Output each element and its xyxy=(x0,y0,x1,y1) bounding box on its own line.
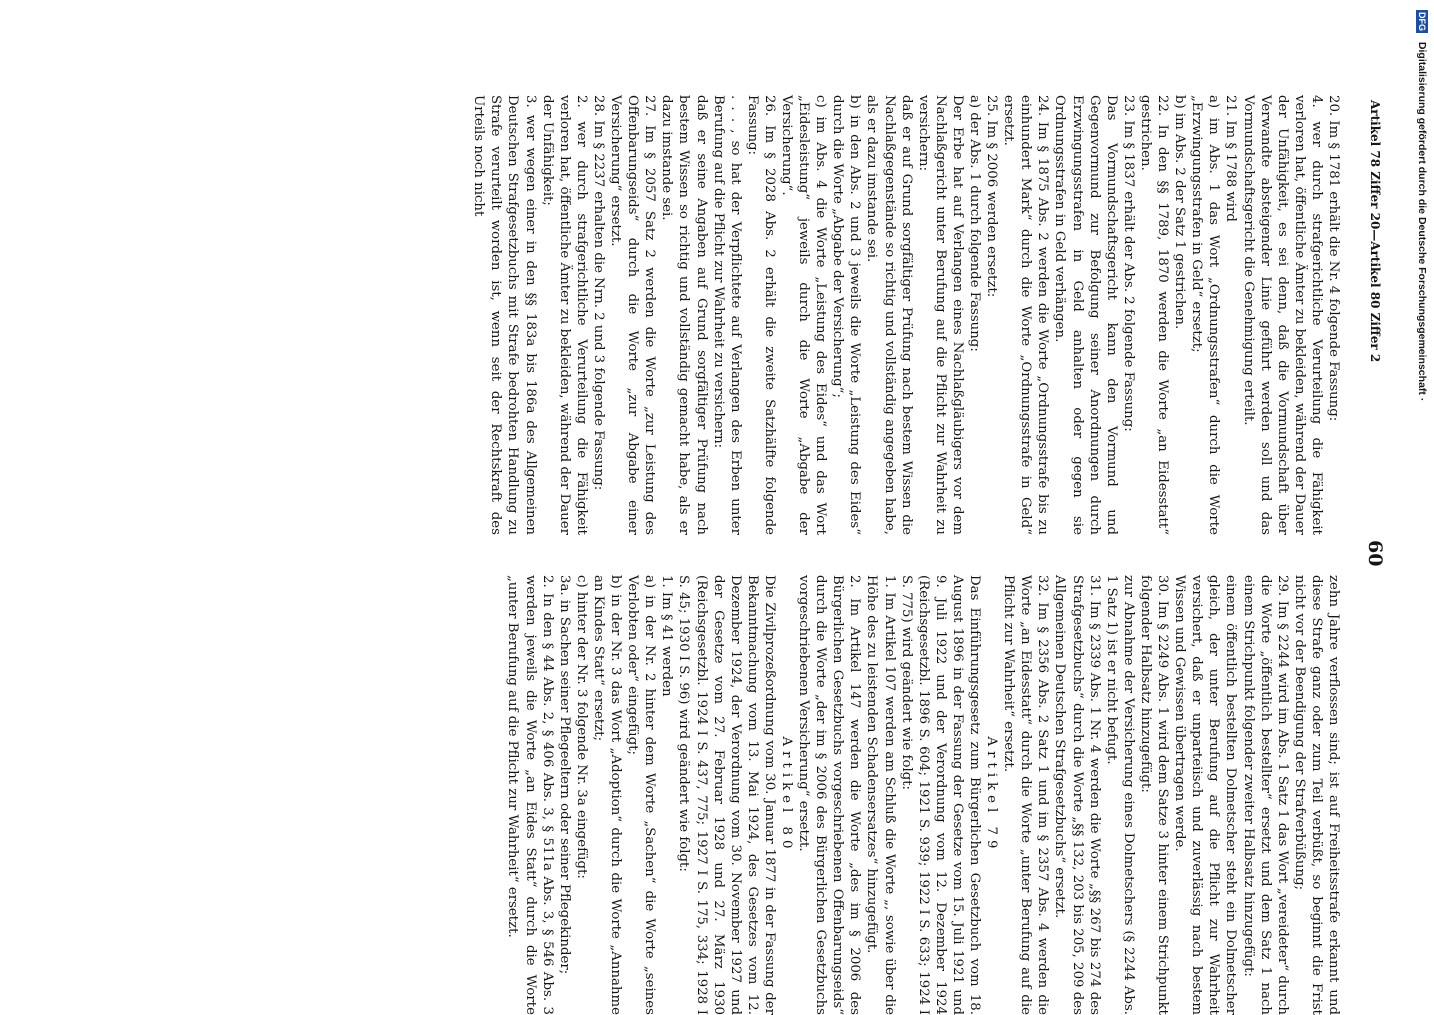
paragraph: 2. In den § 44 Abs. 2, § 406 Abs. 3, § 511a Abs. 3, § 546 Abs. 3 werden jeweils die Worte „an Eides Statt“ durch die Worte „unter Berufung auf die Pflicht zur Wahrheit“ ersetzt. xyxy=(505,575,555,1015)
paragraph: 27. Im § 2057 Satz 2 werden die Worte „zur Leistung des Offenbarungseids“ durch die Worte „zur Abgabe einer Versicherung“ ersetzt. xyxy=(608,95,658,535)
paragraph: b) in der Nr. 3 das Wort „Adoption“ durch die Worte „Annahme an Kindes Statt“ ersetzt; xyxy=(590,575,624,1015)
paragraph: 32. Im § 2356 Abs. 2 Satz 1 und im § 2357 Abs. 4 werden die Worte „an Eidesstatt“ durch die Worte „unter Berufung auf die Pflicht zur Wahrheit“ ersetzt. xyxy=(1001,575,1051,1015)
left-column xyxy=(470,95,1342,535)
running-head-left: Artikel 78 Ziffer 20—Artikel 80 Ziffer 2 xyxy=(1368,100,1382,363)
dfg-logo: DFG xyxy=(1417,12,1427,31)
paragraph: a) in der Nr. 2 hinter dem Worte „Sachen“ die Worte „seines Verlobten oder“ eingefügt; xyxy=(625,575,658,1015)
paragraph: . . . , so hat der Verpflichtete auf Verlangen des Erben unter Berufung auf die Pflicht zur Wahrheit zu versichern: xyxy=(710,95,743,535)
paragraph: 1. Im § 41 werden xyxy=(659,575,675,697)
paragraph: 3a. in Sachen seiner Pflegeeltern oder seiner Pflegekinder; xyxy=(556,575,572,975)
paragraph: 28. Im § 2237 erhalten die Nrn. 2 und 3 folgende Fassung: xyxy=(590,95,606,491)
paragraph: daß er auf Grund sorgfältiger Prüfung nach bestem Wissen die Nachlaßgegenstände so richtig und vollständig angegeben habe, als er dazu imstande sei. xyxy=(864,95,914,535)
article-heading: Artikel 80 xyxy=(779,736,794,854)
paragraph: Das Einführungsgesetz zum Bürgerlichen Gesetzbuch vom 18. August 1896 in der Fassung der Gesetze vom 15. Juli 1921 und 9. Juli 1922 und der Verordnung vom 12. Dezember 1924 (Reichsgesetzbl. 1896 S. 604; 1921 S. 939; 1922 I S. 633; 1924 I S. 775) wird geändert wie folgt: xyxy=(898,575,983,1015)
paragraph: b) im Abs. 2 der Satz 1 gestrichen. xyxy=(1172,95,1188,330)
paragraph: zehn Jahre verflossen sind; ist auf Freiheitsstrafe erkannt und diese Strafe ganz oder zum Teil verbüßt, so beginnt die Frist nicht vor der Beendigung der Strafverbüßung; xyxy=(1291,575,1341,1015)
paragraph: 25. Im § 2006 werden ersetzt: xyxy=(984,95,1000,298)
article-heading: Artikel 79 xyxy=(984,736,1000,854)
paragraph: daß er seine Angaben auf Grund sorgfältiger Prüfung nach bestem Wissen so richtig und vollständig gemacht habe, als er dazu imstande sei. xyxy=(659,95,709,535)
paragraph: 26. Im § 2028 Abs. 2 erhält die zweite Satzhälfte folgende Fassung: xyxy=(744,95,777,535)
paragraph: 30. Im § 2249 Abs. 1 wird dem Satze 3 hinter einem Strichpunkt folgender Halbsatz hinzugefügt: xyxy=(1137,575,1171,1015)
paragraph: 22. In den §§ 1789, 1870 werden die Worte „an Eidesstatt“ gestrichen. xyxy=(1137,95,1171,535)
paragraph: 23. Im § 1837 erhält der Abs. 2 folgende Fassung: xyxy=(1120,95,1136,432)
paragraph: 24. Im § 1875 Abs. 2 werden die Worte „Ordnungsstrafe bis zu einhundert Mark“ durch die Worte „Ordnungsstrafe in Geld“ ersetzt. xyxy=(1001,95,1051,535)
paragraph: a) der Abs. 1 durch folgende Fassung: xyxy=(967,95,983,352)
paragraph: Die Zivilprozeßordnung vom 30. Januar 1877 in der Fassung der Bekanntmachung vom 13. Mai 1924, des Gesetzes vom 12. Dezember 1924, der Verordnung vom 30. November 1927 und der Gesetze vom 27. Februar 1928 und 27. März 1930 (Reichsgesetzbl. 1924 I S. 437, 775; 1927 I S. 175, 334; 1928 I S. 45; 1930 I S. 96) wird geändert wie folgt: xyxy=(676,575,777,1015)
paragraph: 21. Im § 1788 wird xyxy=(1223,95,1239,222)
paragraph: 29. Im § 2244 wird im Abs. 1 Satz 1 das Wort „vereideter“ durch die Worte „öffentlich bestellter“ ersetzt und dem Satz 1 nach einem Strichpunkt folgender zweiter Halbsatz hinzugefügt: xyxy=(1240,575,1290,1015)
paragraph: 4. wer durch strafgerichtliche Verurteilung die Fähigkeit verloren hat, öffentliche Ämter zu bekleiden, während der Dauer der Unfähigkeit, es sei denn, daß die Vormundschaft über Verwandte absteigender Linie geführt werden soll und das Vormundschaftsgericht die Genehmigung erteilt. xyxy=(1240,95,1324,535)
paragraph: c) hinter der Nr. 3 folgende Nr. 3a eingefügt: xyxy=(573,575,589,879)
paragraph: Das Vormundschaftsgericht kann den Vormund und Gegenvormund zur Befolgung seiner Anordnungen durch Erzwingungsstrafen in Geld anhalten oder gegen sie Ordnungsstrafen in Geld verhängen. xyxy=(1052,95,1119,535)
paragraph: 1. Im Artikel 107 werden am Schluß die Worte „, sowie über die Höhe des zu leistenden Schadensersatzes“ hinzugefügt. xyxy=(864,575,897,1015)
page-number: 60 xyxy=(1364,540,1386,567)
paragraph: b) in den Abs. 2 und 3 jeweils die Worte „Leistung des Eides“ durch die Worte „Abgabe der Versicherung“; xyxy=(830,95,863,535)
paragraph: a) im Abs. 1 das Wort „Ordnungsstrafen“ durch die Worte „Erzwingungsstrafen in Geld“ ersetzt; xyxy=(1189,95,1222,535)
paragraph: Der Erbe hat auf Verlangen eines Nachlaßgläubigers vor dem Nachlaßgericht unter Berufung auf die Pflicht zur Wahrheit zu versichern: xyxy=(915,95,965,535)
margin-credit-text: Digitalisierung gefördert durch die Deutsche Forschungsgemeinschaft · xyxy=(1416,41,1428,402)
paragraph: 31. Im § 2339 Abs. 1 Nr. 4 werden die Worte „§§ 267 bis 274 des Strafgesetzbuchs“ durch die Worte „§§ 132, 203 bis 205, 209 des Allgemeinen Deutschen Strafgesetzbuchs“ ersetzt. xyxy=(1052,575,1102,1015)
paragraph: 2. wer durch strafgerichtliche Verurteilung die Fähigkeit verloren hat, öffentliche Ämter zu bekleiden, während der Dauer der Unfähigkeit; xyxy=(539,95,589,535)
paragraph: 2. Im Artikel 147 werden die Worte „des im § 2006 des Bürgerlichen Gesetzbuchs vorgeschriebenen Offenbarungseids“ durch die Worte „der im § 2006 des Bürgerlichen Gesetzbuchs vorgeschriebenen Versicherung“ ersetzt. xyxy=(796,575,863,1015)
paragraph: 3. wer wegen einer in den §§ 183a bis 186a des Allgemeinen Deutschen Strafgesetzbuchs mit Strafe bedrohten Handlung zu Strafe verurteilt worden ist, wenn seit der Rechtskraft des Urteils noch nicht xyxy=(471,95,538,535)
paragraph: c) im Abs. 4 die Worte „Leistung des Eides“ und das Wort „Eidesleistung“ jeweils durch die Worte „Abgabe der Versicherung“. xyxy=(779,95,829,535)
margin-credit xyxy=(1416,10,1428,401)
paragraph: einem öffentlich bestellten Dolmetscher steht ein Dolmetscher gleich, der unter Berufung auf die Pflicht zur Wahrheit versichert, daß er unparteiisch und zuverlässig nach bestem Wissen und Gewissen übertragen werde. xyxy=(1172,575,1239,1015)
right-column xyxy=(504,575,1342,1015)
paragraph: zur Abnahme der Versicherung eines Dolmetschers (§ 2244 Abs. 1 Satz 1) ist er nicht befugt. xyxy=(1103,575,1136,1015)
paragraph: 20. Im § 1781 erhält die Nr. 4 folgende Fassung: xyxy=(1326,95,1341,422)
